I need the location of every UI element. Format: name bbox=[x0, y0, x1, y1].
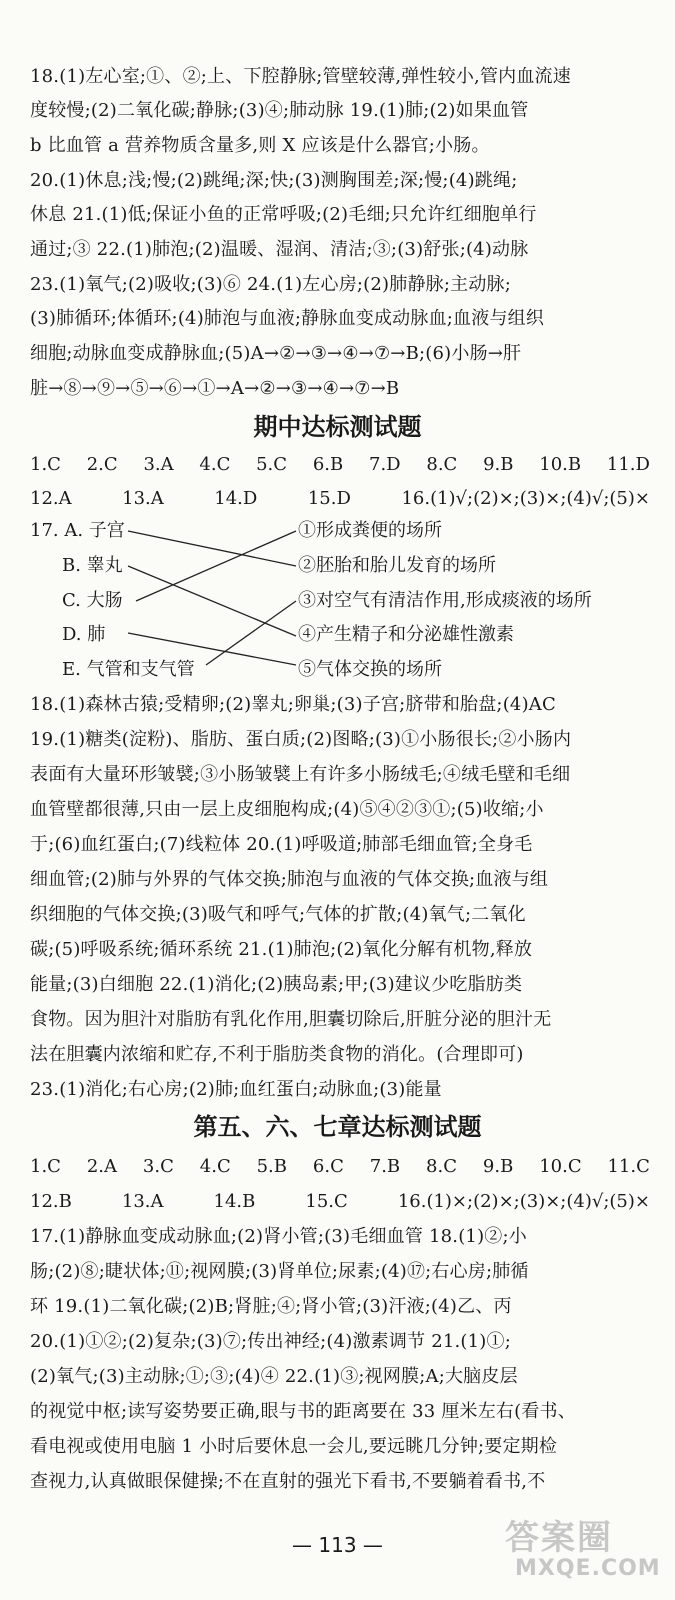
answer-item: 3.A bbox=[143, 454, 174, 475]
text-line: 17.(1)静脉血变成动脉血;(2)肾小管;(3)毛细血管 18.(1)②;小 bbox=[30, 1226, 527, 1247]
answer-item: 9.B bbox=[483, 454, 514, 475]
text-line: (3)肺循环;体循环;(4)肺泡与血液;静脉血变成动脉血;血液与组织 bbox=[30, 308, 545, 329]
text-line: 于;(6)血红蛋白;(7)线粒体 20.(1)呼吸道;肺部毛细血管;全身毛 bbox=[30, 834, 533, 855]
answer-item: 1.C bbox=[30, 454, 61, 475]
text-line: 23.(1)氧气;(2)吸收;(3)⑥ 24.(1)左心房;(2)肺静脉;主动脉; bbox=[30, 274, 511, 295]
match-line-a-2 bbox=[128, 531, 296, 566]
text-line: 织细胞的气体交换;(3)吸气和呼气;气体的扩散;(4)氧气;二氧化 bbox=[30, 904, 526, 925]
answer-item: 12.A bbox=[30, 488, 72, 509]
match-left-item: 17. A. 子宫 bbox=[30, 520, 125, 541]
answer-item: 4.C bbox=[199, 454, 231, 475]
watermark-text: 答案圈 bbox=[505, 1518, 613, 1558]
text-line: 肠;(2)⑧;睫状体;⑪;视网膜;(3)肾单位;尿素;(4)⑰;右心房;肺循 bbox=[30, 1261, 529, 1282]
answer-item: 2.C bbox=[86, 454, 118, 475]
text-line: 18.(1)左心室;①、②;上、下腔静脉;管壁较薄,弹性较小,管内血流速 bbox=[30, 66, 571, 87]
match-right-item: ⑤气体交换的场所 bbox=[298, 659, 442, 680]
text-line: 表面有大量环形皱襞;③小肠皱襞上有许多小肠绒毛;④绒毛壁和毛细 bbox=[30, 764, 571, 785]
text-line: 细血管;(2)肺与外界的气体交换;肺泡与血液的气体交换;血液与组 bbox=[30, 869, 549, 890]
answer-row bbox=[30, 1187, 650, 1217]
answer-item: 15.D bbox=[307, 488, 351, 509]
text-line: 脏→⑧→⑨→⑤→⑥→①→A→②→③→④→⑦→B bbox=[30, 378, 400, 399]
text-line: 能量;(3)白细胞 22.(1)消化;(2)胰岛素;甲;(3)建议少吃脂肪类 bbox=[30, 974, 523, 995]
match-left-item: C. 大肠 bbox=[62, 590, 123, 611]
text-line: 度较慢;(2)二氧化碳;静脉;(3)④;肺动脉 19.(1)肺;(2)如果血管 bbox=[30, 100, 529, 121]
answer-item: 4.C bbox=[199, 1156, 231, 1177]
text-line: 查视力,认真做眼保健操;不在直射的强光下看书,不要躺着看书,不 bbox=[30, 1471, 546, 1492]
match-right-item: ①形成粪便的场所 bbox=[298, 520, 442, 541]
text-line: 法在胆囊内浓缩和贮存,不利于脂肪类食物的消化。(合理即可) bbox=[30, 1044, 524, 1065]
text-line: 18.(1)森林古猿;受精卵;(2)睾丸;卵巢;(3)子宫;脐带和胎盘;(4)AC bbox=[30, 694, 556, 715]
answer-item: 9.B bbox=[482, 1156, 514, 1177]
text-line: 细胞;动脉血变成静脉血;(5)A→②→③→④→⑦→B;(6)小肠→肝 bbox=[30, 343, 522, 364]
answer-item: 15.C bbox=[305, 1191, 348, 1212]
page-number: — 113 — bbox=[292, 1533, 383, 1557]
answer-item: 10.B bbox=[539, 454, 582, 475]
answer-item: 6.C bbox=[312, 1156, 344, 1177]
section-title-midterm: 期中达标测试题 bbox=[253, 413, 422, 441]
match-right-item: ②胚胎和胎儿发育的场所 bbox=[298, 555, 496, 576]
text-line: 23.(1)消化;右心房;(2)肺;血红蛋白;动脉血;(3)能量 bbox=[30, 1079, 442, 1100]
answer-item: 16.(1)√;(2)×;(3)×;(4)√;(5)× bbox=[401, 488, 650, 509]
text-line: 环 19.(1)二氧化碳;(2)B;肾脏;④;肾小管;(3)汗液;(4)乙、丙 bbox=[30, 1296, 512, 1317]
match-right-item: ④产生精子和分泌雄性激素 bbox=[298, 624, 514, 645]
answer-item: 16.(1)×;(2)×;(3)×;(4)√;(5)× bbox=[397, 1191, 650, 1212]
answer-item: 2.A bbox=[86, 1156, 118, 1177]
answer-item: 7.B bbox=[369, 1156, 401, 1177]
answer-item: 11.C bbox=[607, 1156, 650, 1177]
match-left-item: E. 气管和支气管 bbox=[62, 659, 195, 680]
text-line: 血管壁都很薄,只由一层上皮细胞构成;(4)⑤④②③①;(5)收缩;小 bbox=[30, 799, 544, 820]
text-line: 20.(1)休息;浅;慢;(2)跳绳;深;快;(3)测胸围差;深;慢;(4)跳绳; bbox=[30, 170, 518, 191]
answer-item: 14.B bbox=[213, 1191, 256, 1212]
text-line: 碳;(5)呼吸系统;循环系统 21.(1)肺泡;(2)氧化分解有机物,释放 bbox=[30, 939, 533, 960]
answer-item: 3.C bbox=[142, 1156, 174, 1177]
text-line: 休息 21.(1)低;保证小鱼的正常呼吸;(2)毛细;只允许红细胞单行 bbox=[30, 204, 537, 225]
text-line: 食物。因为胆汁对脂肪有乳化作用,胆囊切除后,肝脏分泌的胆汁无 bbox=[30, 1009, 552, 1030]
watermark-url: MXQE.COM bbox=[515, 1556, 661, 1581]
section-title-chapter567: 第五、六、七章达标测试题 bbox=[193, 1113, 482, 1141]
match-left-item: D. 肺 bbox=[62, 624, 106, 645]
match-line-c-1 bbox=[136, 531, 296, 601]
answer-row bbox=[30, 1152, 650, 1182]
text-line: 20.(1)①②;(2)复杂;(3)⑦;传出神经;(4)激素调节 21.(1)①; bbox=[30, 1331, 511, 1352]
match-left-item: B. 睾丸 bbox=[62, 555, 123, 576]
watermark-logo bbox=[475, 1510, 665, 1590]
answer-item: 8.C bbox=[426, 454, 458, 475]
answer-item: 10.C bbox=[539, 1156, 582, 1177]
answer-item: 5.C bbox=[256, 454, 288, 475]
text-line: b 比血管 a 营养物质含量多,则 X 应该是什么器官;小肠。 bbox=[30, 135, 490, 156]
answer-item: 13.A bbox=[121, 1191, 164, 1212]
match-line-e-3 bbox=[206, 601, 296, 665]
text-line: (2)氧气;(3)主动脉;①;③;(4)④ 22.(1)③;视网膜;A;大脑皮层 bbox=[30, 1366, 518, 1387]
answer-item: 7.D bbox=[369, 454, 401, 475]
answer-item: 5.B bbox=[256, 1156, 288, 1177]
answer-item: 6.B bbox=[312, 454, 344, 475]
text-line: 的视觉中枢;读写姿势要正确,眼与书的距离要在 33 厘米左右(看书、 bbox=[30, 1401, 576, 1422]
text-line: 通过;③ 22.(1)肺泡;(2)温暖、湿润、清洁;③;(3)舒张;(4)动脉 bbox=[30, 239, 529, 260]
match-line-b-4 bbox=[128, 566, 296, 636]
answer-item: 1.C bbox=[30, 1156, 61, 1177]
text-line: 19.(1)糖类(淀粉)、脂肪、蛋白质;(2)图略;(3)①小肠很长;②小肠内 bbox=[30, 729, 572, 750]
answer-item: 8.C bbox=[426, 1156, 457, 1177]
text-line: 看电视或使用电脑 1 小时后要休息一会儿,要远眺几分钟;要定期检 bbox=[30, 1436, 558, 1457]
answer-item: 14.D bbox=[214, 488, 258, 509]
match-right-item: ③对空气有清洁作用,形成痰液的场所 bbox=[298, 590, 592, 611]
answer-item: 13.A bbox=[122, 488, 164, 509]
answer-item: 11.D bbox=[606, 454, 650, 475]
answer-item: 12.B bbox=[30, 1191, 72, 1212]
